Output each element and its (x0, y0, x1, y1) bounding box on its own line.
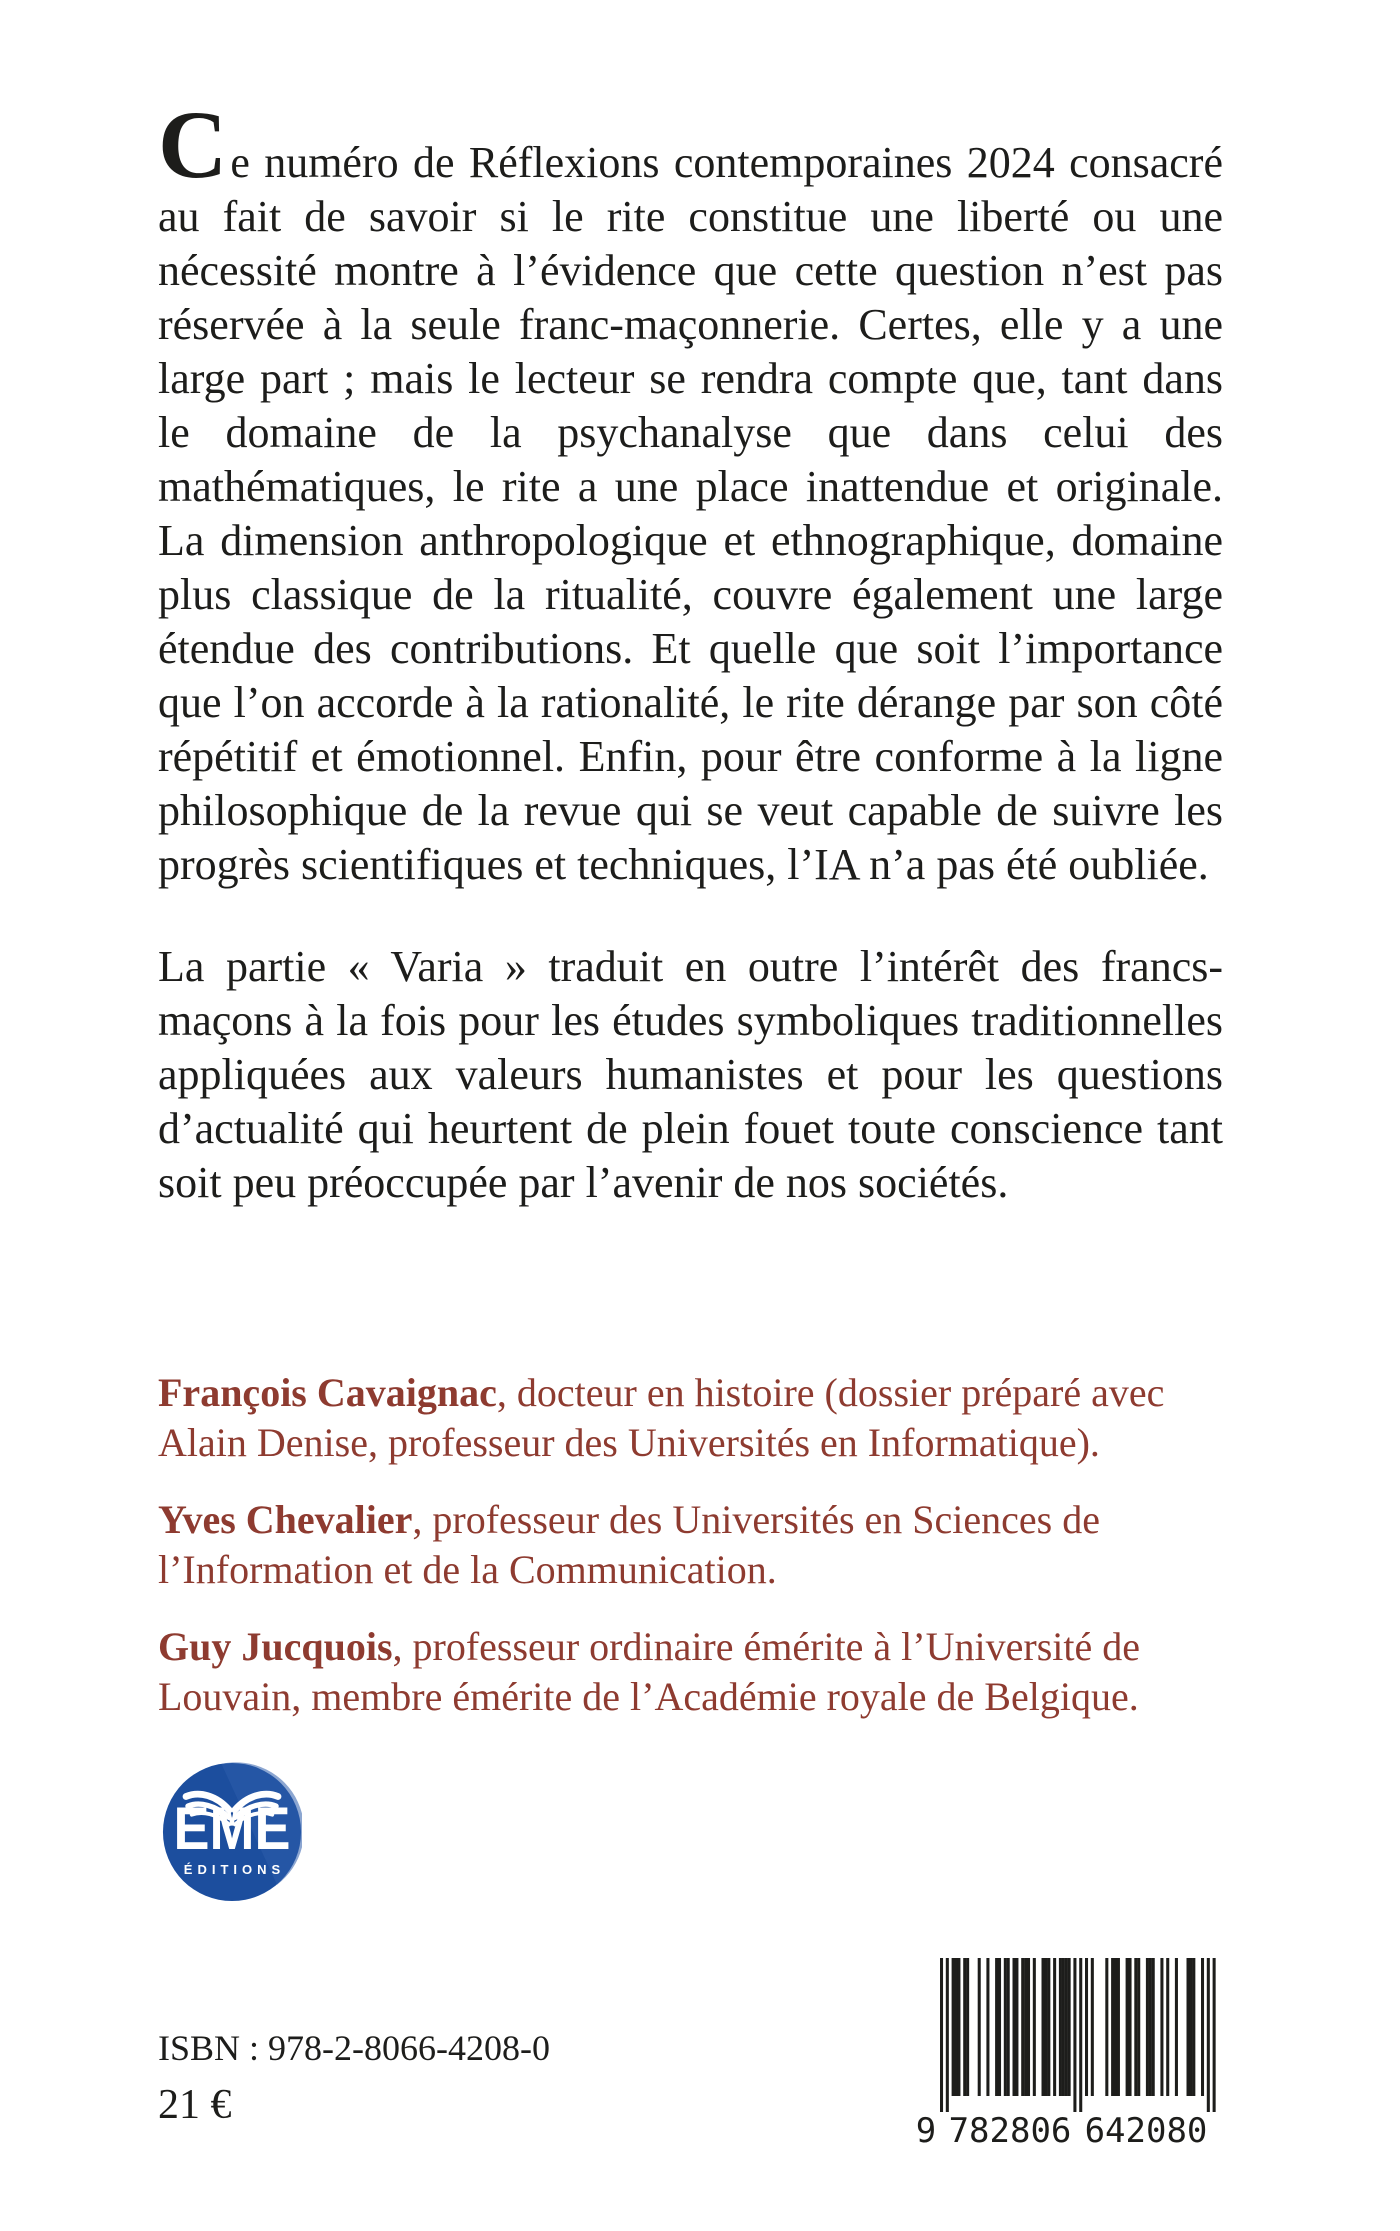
blurb (158, 91, 1223, 1210)
price-label: 21 € (158, 2082, 232, 2128)
blurb-paragraph-2: La partie « Varia » traduit en outre l’intérêt des francs-maçons à la fois pour les études symboliques traditionnelles appliquées aux valeurs humanistes et pour les questions d’actualité qui heurtent de plein fouet toute conscience tant soit peu préoccupée par l’avenir de nos sociétés. (158, 942, 1223, 1207)
barcode-digit-group1: 782806 (948, 2111, 1072, 2148)
publisher-logo (162, 1762, 302, 1902)
author-bio (158, 1622, 1208, 1722)
isbn-block (158, 2026, 550, 2130)
barcode (916, 1958, 1226, 2148)
author-name: Yves Chevalier (158, 1497, 413, 1542)
author-description: , professeur ordinaire émérite à l’Université de Louvain, membre émérite de l’Académie royale de Belgique. (158, 1624, 1140, 1719)
barcode-digit-leading: 9 (916, 2111, 937, 2148)
author-name: François Cavaignac (158, 1370, 497, 1415)
author-description: , professeur des Universités en Sciences de l’Information et de la Communication. (158, 1497, 1100, 1592)
author-description: , docteur en histoire (dossier préparé avec Alain Denise, professeur des Universités en Informatique). (158, 1370, 1165, 1465)
barcode-bars (940, 1958, 1216, 2112)
publisher-logo-subtext: ÉDITIONS (183, 1862, 286, 1877)
author-bio (158, 1495, 1208, 1595)
isbn-label: ISBN : 978-2-8066-4208-0 (158, 2028, 550, 2068)
blurb-paragraph-1: Ce numéro de Réflexions contemporaines 2024 consacré au fait de savoir si le rite constitue une liberté ou une nécessité montre à l’évidence que cette question n’est pas réservée à la seule franc-maçonnerie. Certes, elle y a une large part ; mais le lecteur se rendra compte que, tant dans le domaine de la psychanalyse que dans celui des mathématiques, le rite a une place inattendue et originale. La dimension anthropologique et ethnographique, domaine plus classique de la ritualité, couvre également une large étendue des contributions. Et quelle que soit l’importance que l’on accorde à la rationalité, le rite dérange par son côté répétitif et émotionnel. Enfin, pour être conforme à la ligne philosophique de la revue qui se veut capable de suivre les progrès scientifiques et techniques, l’IA n’a pas été oubliée. (158, 91, 1223, 889)
publisher-logo-text: EME (173, 1795, 291, 1863)
barcode-digit-group2: 642080 (1084, 2111, 1208, 2148)
author-bio (158, 1368, 1208, 1468)
author-name: Guy Jucquois (158, 1624, 393, 1669)
author-bios (158, 1368, 1208, 1749)
